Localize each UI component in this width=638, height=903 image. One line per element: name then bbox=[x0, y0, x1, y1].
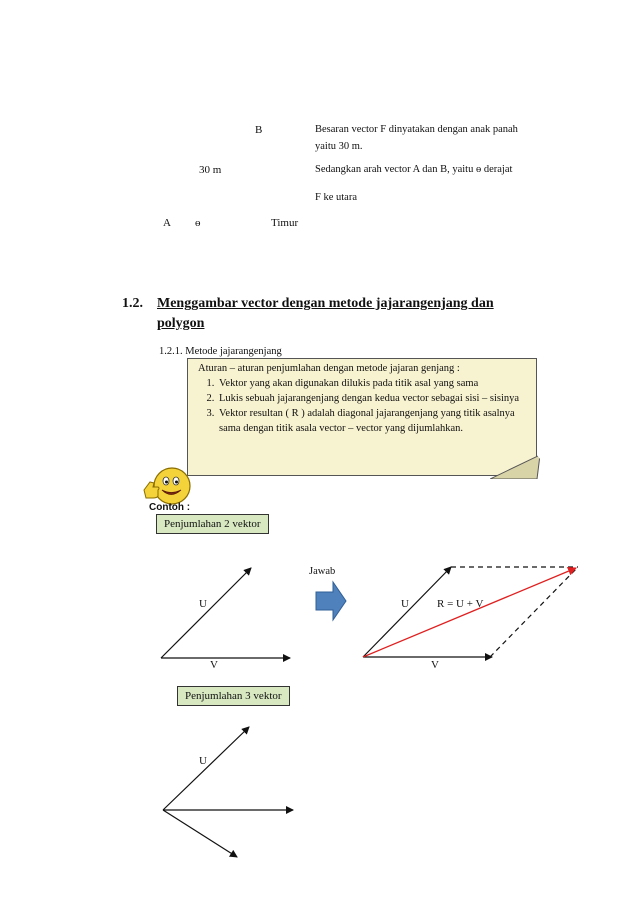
label-box-2-vectors: Penjumlahan 2 vektor bbox=[156, 514, 269, 534]
right-v-label: V bbox=[431, 659, 439, 671]
label-theta: ɵ bbox=[195, 217, 201, 229]
section-number: 1.2. bbox=[122, 296, 143, 311]
vector-u-right bbox=[363, 567, 451, 657]
rule-item: 1. Vektor yang akan digunakan dilukis pada titik asal yang sama bbox=[217, 376, 530, 391]
dashed-right-side bbox=[490, 567, 578, 657]
jawab-label: Jawab bbox=[309, 566, 336, 577]
desc-line-3: Sedangkan arah vector A dan B, yaitu ɵ derajat bbox=[315, 164, 513, 175]
resultant-label: R = U + V bbox=[437, 598, 484, 610]
vector-u-left bbox=[161, 568, 251, 658]
contoh-label: Contoh : bbox=[149, 502, 191, 513]
vector-u-three bbox=[163, 727, 249, 810]
three-u-label: U bbox=[199, 755, 207, 767]
left-u-label: U bbox=[199, 598, 207, 610]
label-timur: Timur bbox=[271, 217, 299, 229]
right-u-label: U bbox=[401, 598, 409, 610]
desc-line-4: F ke utara bbox=[315, 192, 357, 203]
desc-line-2: yaitu 30 m. bbox=[315, 141, 363, 152]
vector-third-three bbox=[163, 810, 237, 857]
section-title-text-2: polygon bbox=[157, 316, 205, 331]
label-30m: 30 m bbox=[199, 164, 222, 176]
label-a: A bbox=[163, 217, 171, 229]
resultant-vector bbox=[363, 568, 576, 657]
section-title-text-1: Menggambar vector dengan metode jajarangenjang dan bbox=[157, 296, 494, 311]
desc-line-1: Besaran vector F dinyatakan dengan anak panah bbox=[315, 124, 518, 135]
rule-item: 3. Vektor resultan ( R ) adalah diagonal jajarangenjang yang titik asalnya sama dengan titik asala vector – vector yang dijumlahkan. bbox=[217, 406, 530, 436]
jawab-arrow-icon bbox=[316, 582, 346, 620]
rules-intro: Aturan – aturan penjumlahan dengan metode jajaran genjang : bbox=[198, 363, 460, 374]
rule-item: 2. Lukis sebuah jajarangenjang dengan kedua vector sebagai sisi – sisinya bbox=[217, 391, 530, 406]
subsection-title: 1.2.1. Metode jajarangenjang bbox=[159, 346, 282, 357]
left-v-label: V bbox=[210, 659, 218, 671]
label-box-3-vectors: Penjumlahan 3 vektor bbox=[177, 686, 290, 706]
label-b: B bbox=[255, 124, 263, 136]
